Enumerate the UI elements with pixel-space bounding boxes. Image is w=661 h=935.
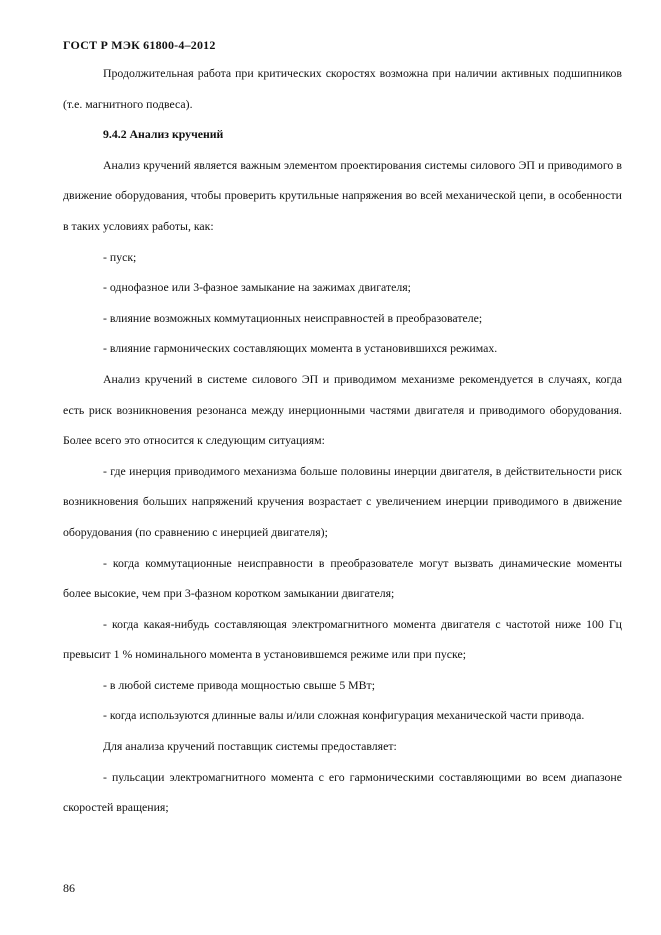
list-item: - влияние гармонических составляющих момента в установившихся режимах.	[103, 341, 498, 356]
list-item: - в любой системе привода мощностью свыше 5 МВт;	[103, 677, 375, 692]
paragraph: Анализ кручений является важным элементом проектирования системы силового ЭП и приводимого в движение оборудования, чтобы проверить крутильные напряжения во всей механической цепи, в особенности в таких условиях работы, как:	[63, 157, 622, 233]
document-body	[63, 58, 622, 823]
document-header: ГОСТ Р МЭК 61800-4–2012	[63, 38, 216, 52]
list-item: - где инерция приводимого механизма больше половины инерции двигателя, в действительности риск возникновения больших напряжений кручения возрастает с увеличением инерции приводимого в движение оборудования (по сравнению с инерцией двигателя);	[63, 463, 622, 539]
list-item: - влияние возможных коммутационных неисправностей в преобразователе;	[103, 310, 483, 325]
paragraph: Для анализа кручений поставщик системы предоставляет:	[103, 739, 397, 754]
list-item: - пуск;	[103, 249, 137, 264]
section-heading: 9.4.2 Анализ кручений	[103, 127, 224, 142]
page-number: 86	[63, 881, 75, 895]
list-item: - когда используются длинные валы и/или сложная конфигурация механической части привода.	[103, 708, 585, 723]
paragraph: Анализ кручений в системе силового ЭП и приводимом механизме рекомендуется в случаях, когда есть риск возникновения резонанса между инерционными частями двигателя и приводимого оборудования. Более всего это относится к следующим ситуациям:	[63, 371, 622, 448]
list-item: - пульсации электромагнитного момента с его гармоническими составляющими во всем диапазоне скоростей вращения;	[63, 769, 622, 815]
paragraph: Продолжительная работа при критических скоростях возможна при наличии активных подшипников (т.е. магнитного подвеса).	[63, 66, 622, 111]
list-item: - когда какая-нибудь составляющая электромагнитного момента двигателя с частотой ниже 100 Гц превысит 1 % номинального момента в установившемся режиме или при пуске;	[63, 616, 622, 662]
list-item: - однофазное или 3-фазное замыкание на зажимах двигателя;	[103, 280, 411, 295]
list-item: - когда коммутационные неисправности в преобразователе могут вызвать динамические моменты более высокие, чем при 3-фазном коротком замыкании двигателя;	[63, 555, 622, 601]
